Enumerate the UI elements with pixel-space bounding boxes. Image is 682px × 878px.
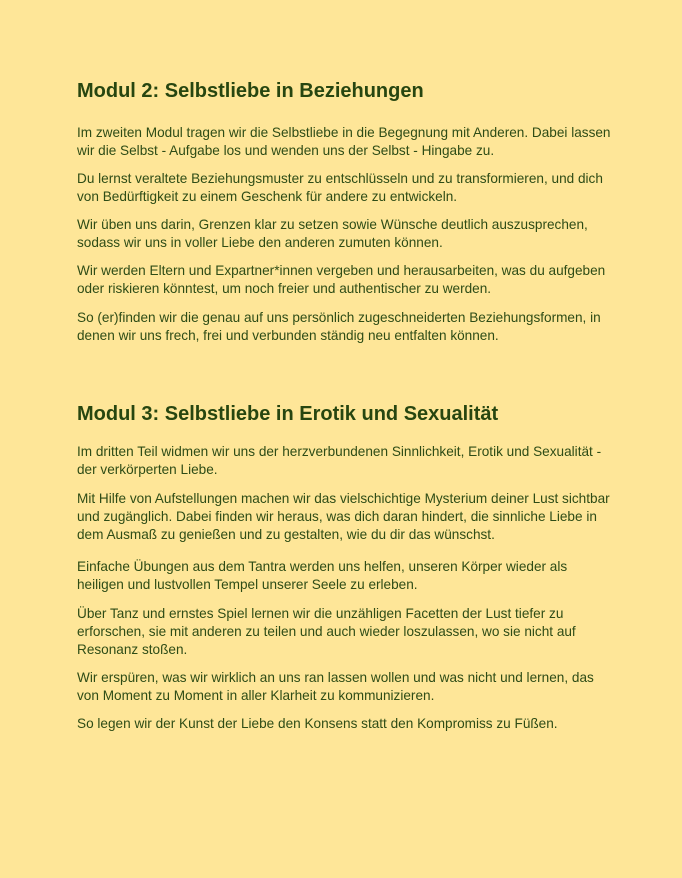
- module-2-paragraph: Wir üben uns darin, Grenzen klar zu setzen sowie Wünsche deutlich auszusprechen, sodass wir uns in voller Liebe den anderen zumuten können.: [77, 217, 588, 251]
- module-2-title: Modul 2: Selbstliebe in Beziehungen: [77, 80, 424, 102]
- module-2-paragraph: Wir werden Eltern und Expartner*innen vergeben und herausarbeiten, was du aufgeben oder riskieren könntest, um noch freier und authentischer zu werden.: [77, 263, 606, 297]
- module-3-paragraph: So legen wir der Kunst der Liebe den Konsens statt den Kompromiss zu Füßen.: [77, 716, 558, 731]
- module-2-paragraph: Im zweiten Modul tragen wir die Selbstliebe in die Begegnung mit Anderen. Dabei lassen wir die Selbst - Aufgabe los und wenden uns der Selbst - Hingabe zu.: [77, 125, 611, 159]
- module-3-paragraph: Wir erspüren, was wir wirklich an uns ran lassen wollen und was nicht und lernen, das von Moment zu Moment in aller Klarheit zu kommunizieren.: [77, 670, 594, 704]
- module-2-paragraph: Du lernst veraltete Beziehungsmuster zu entschlüsseln und zu transformieren, und dich von Bedürftigkeit zu einem Geschenk für andere zu entwickeln.: [77, 171, 603, 205]
- module-3-paragraph: Im dritten Teil widmen wir uns der herzverbundenen Sinnlichkeit, Erotik und Sexualität - der verkörperten Liebe.: [77, 444, 602, 478]
- module-3-paragraph: Einfache Übungen aus dem Tantra werden uns helfen, unseren Körper wieder als heiligen und lustvollen Tempel unserer Seele zu erleben.: [77, 559, 568, 593]
- module-2-paragraph: So (er)finden wir die genau auf uns persönlich zugeschneiderten Beziehungsformen, in denen wir uns frech, frei und verbunden ständig neu entfalten können.: [77, 310, 601, 344]
- module-3-paragraph: Mit Hilfe von Aufstellungen machen wir das vielschichtige Mysterium deiner Lust sichtbar und zugänglich. Dabei finden wir heraus, was dich daran hindert, die sinnliche Liebe in dem Ausmaß zu genießen und zu gestalten, wie du dir das wünschst.: [77, 491, 610, 543]
- module-3-paragraph: Über Tanz und ernstes Spiel lernen wir die unzähligen Facetten der Lust tiefer zu erforschen, sie mit anderen zu teilen und auch wieder loszulassen, wo sie nicht auf Resonanz stoßen.: [77, 606, 576, 658]
- module-3-title: Modul 3: Selbstliebe in Erotik und Sexualität: [77, 403, 499, 425]
